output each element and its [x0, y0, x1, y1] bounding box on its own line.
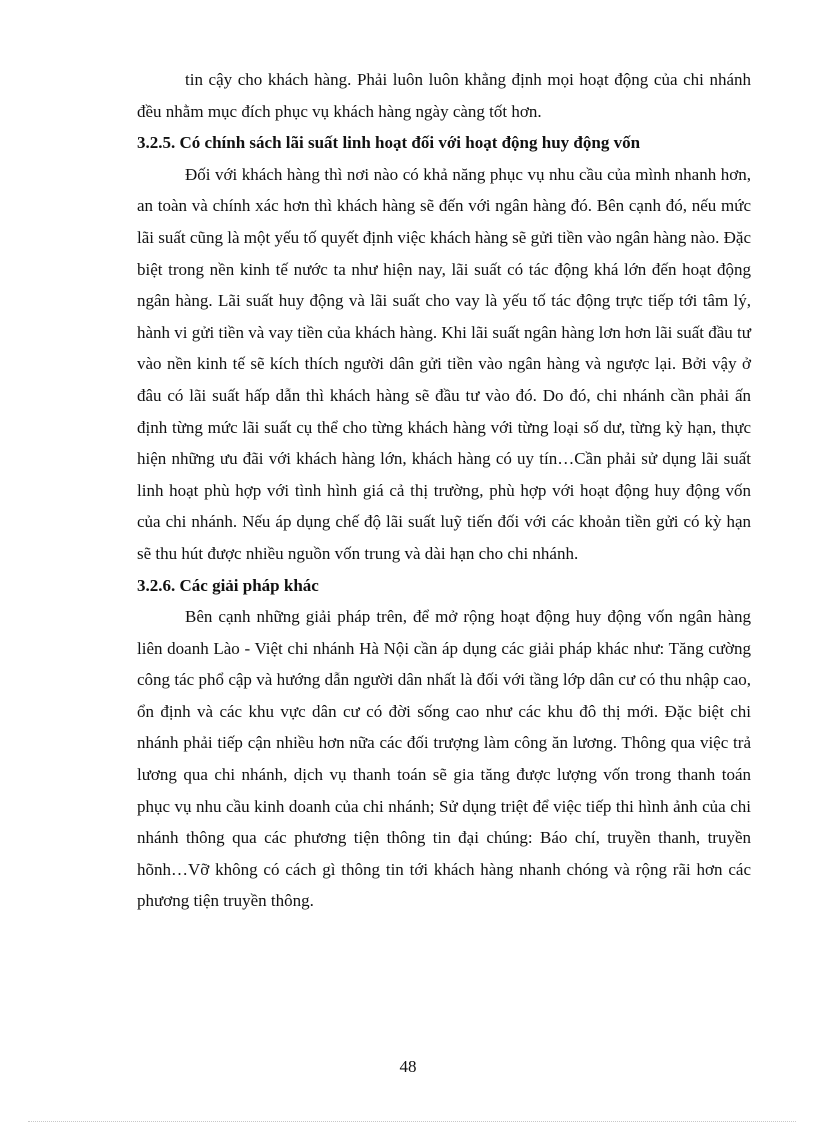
paragraph-interest-rate-policy: Đối với khách hàng thì nơi nào có khả năng phục vụ nhu cầu của mình nhanh hơn, an toàn và chính xác hơn thì khách hàng sẽ đến với ngân hàng đó. Bên cạnh đó, nếu mức lãi suất cũng là một yếu tố quyết định việc khách hàng sẽ gửi tiền vào ngân hàng nào. Đặc biệt trong nền kinh tế nước ta như hiện nay, lãi suất có tác động khá lớn đến hoạt động ngân hàng. Lãi suất huy động và lãi suất cho vay là yếu tố tác động trực tiếp tới tâm lý, hành vi gửi tiền và vay tiền của khách hàng. Khi lãi suất ngân hàng lơn hơn lãi suất đầu tư vào nền kinh tế sẽ kích thích người dân gửi tiền vào ngân hàng và ngược lại. Bởi vậy ở đâu có lãi suất hấp dẫn thì khách hàng sẽ đầu tư vào đó. Do đó, chi nhánh cần phải ấn định từng mức lãi suất cụ thể cho từng khách hàng với từng loại số dư, từng kỳ hạn, thực hiện những ưu đãi với khách hàng lớn, khách hàng có uy tín…Cần phải sử dụng lãi suất linh hoạt phù hợp với tình hình giá cả thị trường, phù hợp với hoạt động huy động vốn của chi nhánh. Nếu áp dụng chế độ lãi suất luỹ tiến đối với các khoản tiền gửi có kỳ hạn sẽ thu hút được nhiều nguồn vốn trung và dài hạn cho chi nhánh. [137, 164, 751, 563]
section-heading-3-2-6: 3.2.6. Các giải pháp khác [137, 575, 319, 595]
section-heading-3-2-5: 3.2.5. Có chính sách lãi suất linh hoạt đối với hoạt động huy động vốn [137, 133, 641, 153]
footer-divider [28, 1121, 796, 1122]
page-number: 48 [399, 1057, 417, 1076]
paragraph-other-solutions: Bên cạnh những giải pháp trên, để mở rộng hoạt động huy động vốn ngân hàng liên doanh Lào - Việt chi nhánh Hà Nội cần áp dụng các giải pháp khác như: Tăng cường công tác phổ cập và hướng dẫn người dân nhất là đối với tầng lớp dân cư có thu nhập cao, ổn định và các khu vực dân cư có đời sống cao như các khu đô thị mới. Đặc biệt chi nhánh phải tiếp cận nhiều hơn nữa các đối trượng làm công ăn lương. Thông qua việc trả lương qua chi nhánh, dịch vụ thanh toán sẽ gia tăng được lượng vốn trong thanh toán phục vụ nhu cầu kinh doanh của chi nhánh; Sử dụng triệt để việc tiếp thi hình ảnh của chi nhánh thông qua các phương tiện thông tin đại chúng: Báo chí, truyền thanh, truyền hõnh…Vỡ không có cách gì thông tin tới khách hàng nhanh chóng và rộng rãi hơn các phương tiện truyền thông. [137, 607, 751, 911]
paragraph-continuation: tin cậy cho khách hàng. Phải luôn luôn khẳng định mọi hoạt động của chi nhánh đều nhằm mục đích phục vụ khách hàng ngày càng tốt hơn. [137, 70, 751, 121]
page-body [137, 64, 751, 917]
